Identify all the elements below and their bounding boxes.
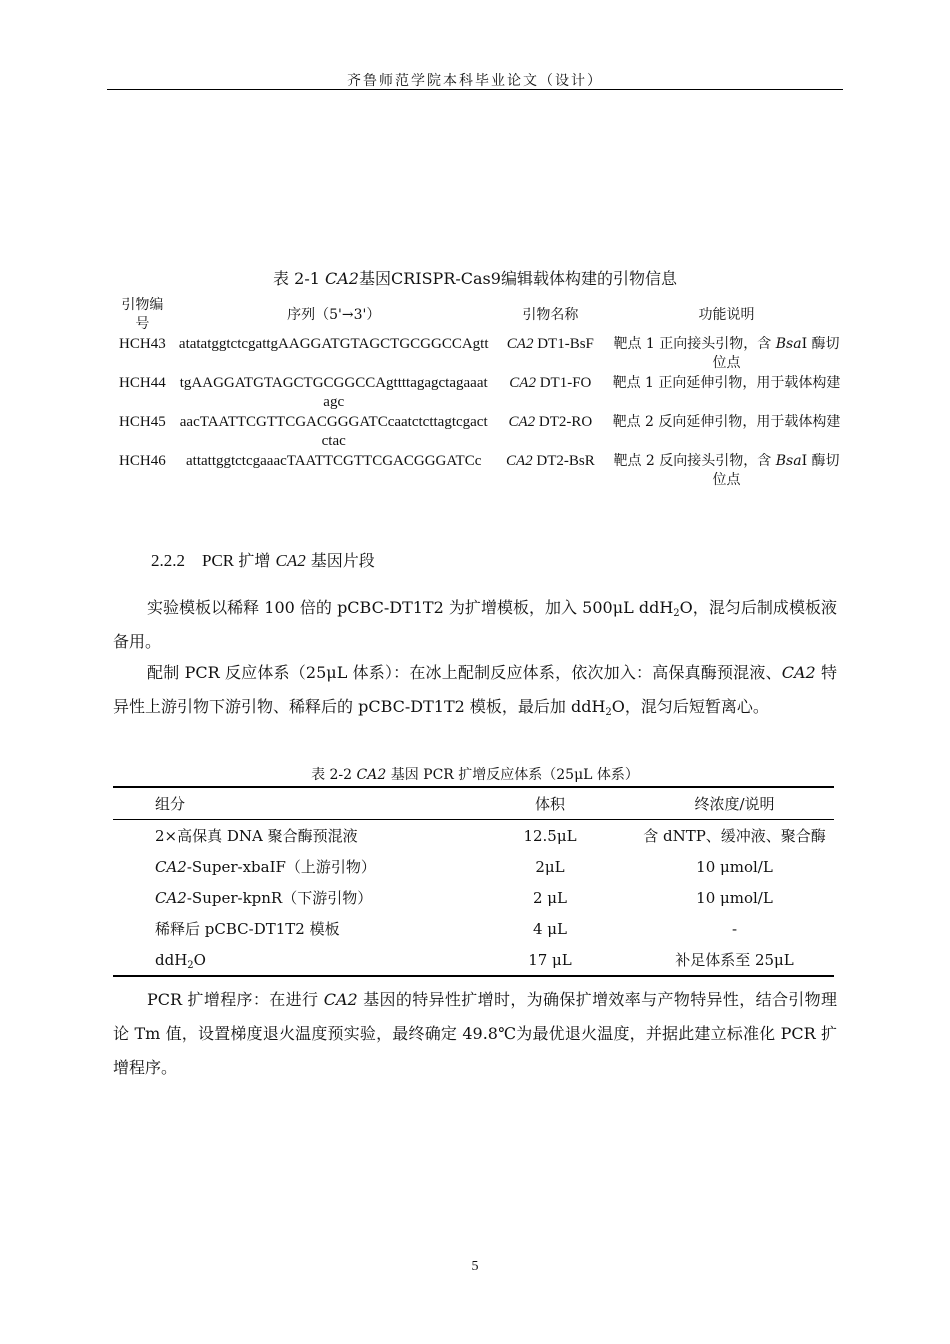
para1-text-a: 实验模板以稀释 100 倍的 pCBC-DT1T2 为扩增模板，加入 500μL ddH: [147, 598, 674, 617]
primer-row: [112, 413, 847, 452]
reaction-row: [113, 882, 834, 913]
primer-sequence: atatatggtctcgattgAAGGATGTAGCTGCGGCCAgtt: [178, 336, 489, 352]
primer-name: [495, 452, 606, 491]
para1-text-b: O，混匀后制成模板液备用。: [113, 598, 837, 651]
reaction-volume: 17 μL: [528, 950, 572, 969]
page-header: 齐鲁师范学院本科毕业论文（设计）: [347, 73, 603, 89]
primer-name-gene: CA2: [509, 375, 536, 391]
table2-caption-prefix: 表 2-2: [311, 767, 357, 783]
table1-caption: [0, 266, 950, 289]
reaction-volume: 12.5μL: [523, 826, 577, 845]
reaction-component: [113, 882, 465, 913]
para2-gene: CA2: [781, 663, 816, 682]
primer-sequence: attattggtctcgaaacTAATTCGTTCGACGGGATCc: [186, 453, 482, 469]
reaction-component-text: 2×高保真 DNA 聚合酶预混液: [155, 827, 358, 845]
para1-subscript: 2: [673, 608, 680, 619]
primer-function: [606, 335, 847, 374]
reaction-table: [113, 786, 834, 977]
reaction-volume: 4 μL: [532, 919, 568, 938]
paragraph-template-prep: [113, 591, 837, 659]
reaction-volume: 2μL: [535, 857, 565, 876]
primer-id: HCH44: [119, 375, 166, 391]
primer-id: HCH43: [119, 336, 166, 352]
primer-function: [606, 413, 847, 452]
primer-function-text: 靶点 2 反向接头引物，含: [613, 453, 776, 469]
reaction-component-text: 稀释后 pCBC-DT1T2 模板: [155, 920, 340, 938]
primer-name-rest: DT2-RO: [535, 414, 593, 430]
primer-name-rest: DT2-BsR: [532, 453, 595, 469]
primer-name: [495, 335, 606, 374]
primer-row: [112, 335, 847, 374]
reaction-component: [113, 913, 465, 944]
table2-caption-gene: CA2: [356, 767, 387, 783]
header-rule: [107, 89, 843, 90]
primer-table-header-name: 引物名称: [522, 306, 579, 323]
reaction-row: [113, 820, 834, 852]
reaction-note: 补足体系至 25μL: [675, 951, 794, 969]
section-title-gene: CA2: [275, 551, 306, 570]
section-title-b: 扩增: [238, 551, 276, 570]
reaction-note: 含 dNTP、缓冲液、聚合酶: [643, 827, 826, 845]
table1-caption-suffix: 基因CRISPR-Cas9编辑载体构建的引物信息: [358, 269, 677, 288]
reaction-table-header-component: 组分: [155, 795, 186, 813]
primer-function: [606, 374, 847, 413]
reaction-component-gene: CA2: [155, 858, 187, 876]
primer-name: [495, 374, 606, 413]
para3-text-a: PCR 扩增程序：在进行: [147, 990, 324, 1009]
primer-function-text: 靶点 2 反向延伸引物，用于载体构建: [612, 414, 841, 430]
primer-sequence: tgAAGGATGTAGCTGCGGCCAgttttagagctagaaatagc: [179, 375, 488, 410]
para2-text-b: 特异性上游引物下游引物、稀释后的 pCBC-DT1T2 模板，最后加 ddH: [113, 663, 837, 716]
primer-row: [112, 452, 847, 491]
reaction-component: [113, 851, 465, 882]
reaction-volume: 2 μL: [532, 888, 568, 907]
reaction-table-header-note: 终浓度/说明: [694, 795, 775, 813]
reaction-note: 10 μmol/L: [696, 857, 773, 876]
primer-function-text: 靶点 1 正向延伸引物，用于载体构建: [612, 375, 841, 391]
primer-id: HCH45: [119, 414, 166, 430]
primer-function: [606, 452, 847, 491]
reaction-component-sub: 2: [187, 959, 194, 971]
primer-table-header-id: 引物编号: [121, 297, 164, 332]
primer-table-header-seq: 序列（5'→3'）: [287, 306, 381, 323]
primer-name-rest: DT1-FO: [535, 375, 592, 391]
para2-text-a: 配制 PCR 反应体系（25μL 体系）：在冰上配制反应体系，依次加入：高保真酶预混液、: [147, 663, 782, 682]
primer-name-gene: CA2: [505, 453, 533, 469]
para2-subscript: 2: [605, 707, 612, 718]
reaction-component-tail: O: [193, 950, 206, 969]
reaction-component-text: -Super-kpnR（下游引物）: [186, 889, 373, 907]
primer-sequence: aacTAATTCGTTCGACGGGATCcaatctcttagtcgactctac: [179, 414, 488, 449]
table2-caption-suffix: 基因 PCR 扩增反应体系（25μL 体系）: [386, 767, 639, 783]
section-title-a: PCR: [202, 551, 239, 570]
section-number: 2.2.2: [151, 551, 185, 570]
primer-row: [112, 374, 847, 413]
section-title-c: 基因片段: [305, 551, 375, 570]
reaction-row: [113, 913, 834, 944]
reaction-component-text: ddH: [155, 950, 188, 969]
page-number: 5: [471, 1259, 479, 1274]
section-heading: [151, 548, 375, 571]
reaction-component: [113, 944, 465, 976]
primer-name-rest: DT1-BsF: [533, 336, 594, 352]
reaction-component-gene: CA2: [155, 889, 187, 907]
reaction-row: [113, 851, 834, 882]
primer-table-header-func: 功能说明: [698, 306, 755, 323]
table1-caption-gene: CA2: [325, 269, 359, 288]
table2-caption: [0, 764, 950, 784]
paragraph-reaction-setup: [113, 656, 837, 724]
table1-caption-prefix: 表 2-1: [273, 269, 325, 288]
primer-function-enzyme: Bsa: [775, 336, 802, 352]
primer-name: [495, 413, 606, 452]
reaction-component: [113, 820, 465, 852]
reaction-note: -: [731, 919, 738, 938]
primer-name-gene: CA2: [508, 414, 536, 430]
primer-function-tail: I 酶切位点: [712, 336, 840, 371]
reaction-table-header-volume: 体积: [534, 795, 565, 813]
para3-gene: CA2: [323, 990, 358, 1009]
reaction-component-text: -Super-xbaIF（上游引物）: [186, 858, 376, 876]
primer-table: [112, 296, 847, 491]
reaction-note: 10 μmol/L: [696, 888, 773, 907]
para3-text-b: 基因的特异性扩增时，为确保扩增效率与产物特异性，结合引物理论 Tm 值，设置梯度退火温度预实验，最终确定 49.8℃为最优退火温度，并据此建立标准化 PCR 扩增程序。: [113, 990, 837, 1077]
para2-text-c: O，混匀后短暂离心。: [611, 697, 769, 716]
primer-function-enzyme: Bsa: [775, 453, 802, 469]
paragraph-pcr-program: [113, 983, 837, 1085]
primer-function-tail: I 酶切位点: [712, 453, 840, 488]
primer-id: HCH46: [119, 453, 166, 469]
reaction-row: [113, 944, 834, 976]
primer-name-gene: CA2: [506, 336, 534, 352]
primer-function-text: 靶点 1 正向接头引物，含: [613, 336, 776, 352]
